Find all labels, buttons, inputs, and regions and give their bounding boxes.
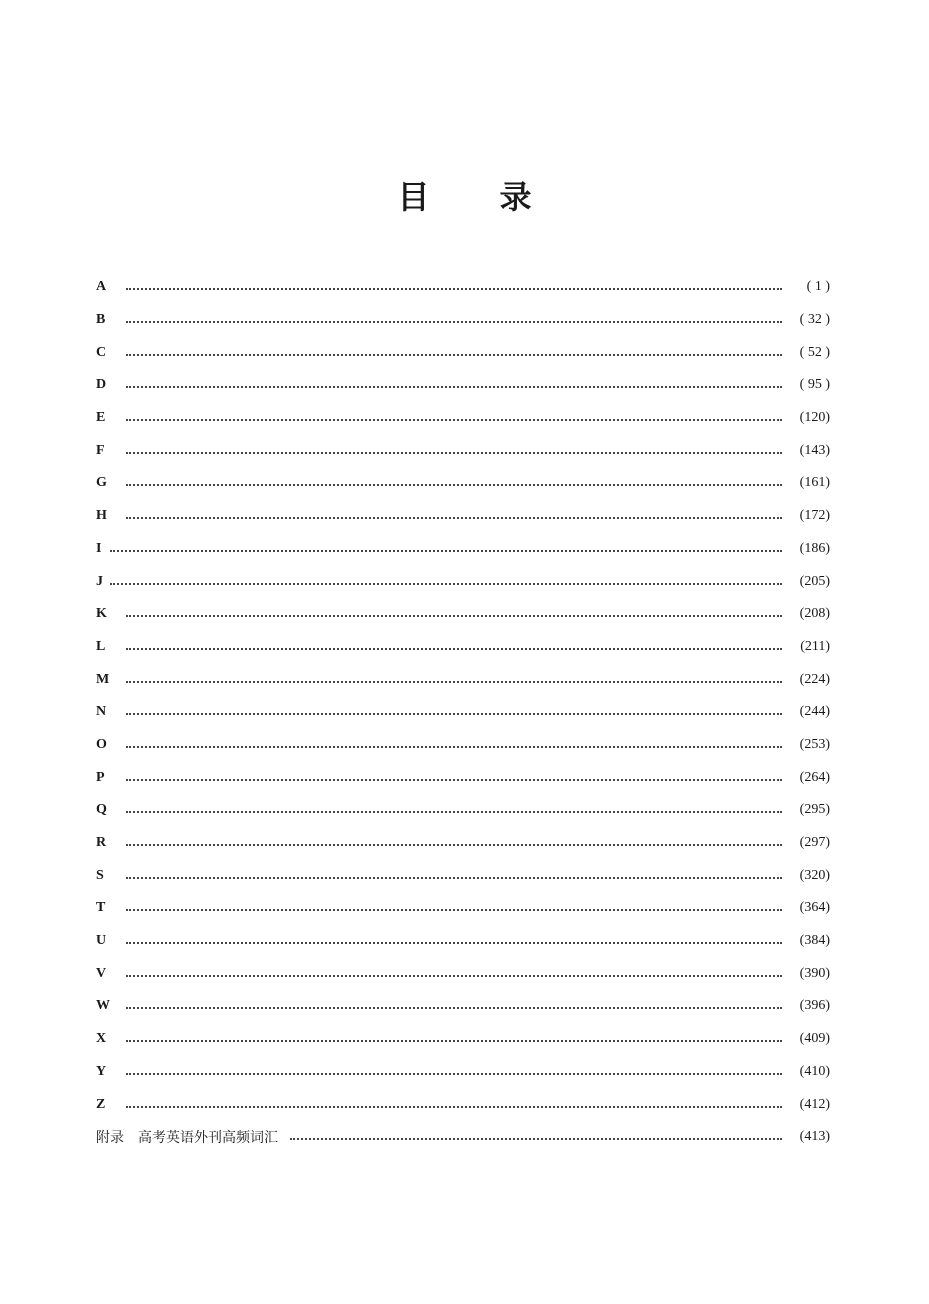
dot-leader [126, 713, 782, 715]
dot-leader [126, 517, 782, 519]
entry-page: (211) [800, 638, 830, 654]
entry-label: E [96, 410, 106, 426]
entry-label: R [96, 835, 107, 851]
dot-leader [126, 1073, 782, 1075]
entry-page: (161) [799, 475, 830, 491]
title-char-1: 目 [397, 178, 430, 216]
toc-entry-v[interactable] [96, 957, 830, 990]
toc-entry-l[interactable] [96, 631, 830, 664]
toc-entry-q[interactable] [96, 794, 830, 827]
entry-label: M [96, 671, 110, 687]
dot-leader [126, 942, 782, 944]
entry-page: (172) [799, 508, 830, 524]
entry-label: Y [96, 1063, 107, 1079]
toc-entry-j[interactable] [96, 565, 830, 598]
entry-label: G [96, 475, 107, 491]
entry-label: T [96, 900, 106, 916]
entry-page: (413) [799, 1129, 830, 1145]
toc-entry-f[interactable] [96, 434, 830, 467]
dot-leader [126, 484, 782, 486]
dot-leader [126, 681, 782, 683]
page-title [0, 170, 929, 220]
dot-leader [126, 877, 782, 879]
toc-entry-p[interactable] [96, 761, 830, 794]
dot-leader [126, 1106, 782, 1108]
entry-label: K [96, 606, 107, 622]
entry-page: (224) [799, 671, 830, 687]
entry-label: I [96, 540, 102, 556]
toc-entry-c[interactable] [96, 336, 830, 369]
toc-entry-y[interactable] [96, 1056, 830, 1089]
dot-leader [126, 1007, 782, 1009]
entry-page: (364) [799, 900, 830, 916]
entry-label: B [96, 312, 106, 328]
toc-entry-s[interactable] [96, 859, 830, 892]
dot-leader [110, 583, 782, 585]
entry-page: (384) [799, 933, 830, 949]
toc-entry-a[interactable] [96, 271, 830, 304]
dot-leader [126, 288, 782, 290]
entry-page: (396) [799, 998, 830, 1014]
dot-leader [126, 909, 782, 911]
dot-leader [126, 811, 782, 813]
dot-leader [290, 1138, 782, 1140]
entry-page: (208) [799, 606, 830, 622]
toc-entry-m[interactable] [96, 663, 830, 696]
appendix-label: 附录 高考英语外刊高频词汇 [96, 1130, 278, 1147]
entry-page: ( 95 ) [799, 377, 830, 393]
toc-entry-i[interactable] [96, 533, 830, 566]
entry-label: V [96, 965, 107, 981]
dot-leader [126, 779, 782, 781]
entry-page: (409) [799, 1031, 830, 1047]
entry-label: S [96, 867, 104, 883]
entry-label: A [96, 279, 107, 295]
toc-entry-z[interactable] [96, 1088, 830, 1121]
entry-label: N [96, 704, 107, 720]
toc-entry-d[interactable] [96, 369, 830, 402]
dot-leader [126, 419, 782, 421]
entry-page: (410) [799, 1063, 830, 1079]
dot-leader [126, 452, 782, 454]
toc-entry-g[interactable] [96, 467, 830, 500]
entry-label: W [96, 998, 110, 1014]
toc-entry-t[interactable] [96, 892, 830, 925]
dot-leader [126, 1040, 782, 1042]
entry-label: L [96, 638, 106, 654]
entry-label: J [96, 573, 103, 589]
entry-label: D [96, 377, 107, 393]
dot-leader [126, 648, 782, 650]
toc-entry-n[interactable] [96, 696, 830, 729]
dot-leader [126, 975, 782, 977]
entry-page: ( 1 ) [806, 279, 830, 295]
title-char-2: 录 [499, 178, 532, 216]
entry-page: (244) [799, 704, 830, 720]
entry-page: (253) [799, 736, 830, 752]
entry-label: H [96, 508, 107, 524]
entry-page: (390) [799, 965, 830, 981]
entry-page: (297) [799, 835, 830, 851]
entry-label: O [96, 736, 107, 752]
entry-label: F [96, 442, 105, 458]
toc-entry-u[interactable] [96, 925, 830, 958]
entry-label: Z [96, 1096, 106, 1112]
entry-page: ( 52 ) [799, 344, 830, 360]
toc-entry-w[interactable] [96, 990, 830, 1023]
entry-page: (120) [799, 410, 830, 426]
dot-leader [126, 354, 782, 356]
entry-page: (205) [799, 573, 830, 589]
entry-page: (320) [799, 867, 830, 883]
dot-leader [110, 550, 782, 552]
entry-label: X [96, 1031, 107, 1047]
toc-entry-h[interactable] [96, 500, 830, 533]
dot-leader [126, 615, 782, 617]
toc-entry-e[interactable] [96, 402, 830, 435]
dot-leader [126, 321, 782, 323]
entry-page: ( 32 ) [799, 312, 830, 328]
toc-entry-x[interactable] [96, 1023, 830, 1056]
entry-page: (186) [799, 540, 830, 556]
entry-page: (264) [799, 769, 830, 785]
toc-entry-b[interactable] [96, 304, 830, 337]
entry-page: (412) [799, 1096, 830, 1112]
entry-page: (143) [799, 442, 830, 458]
dot-leader [126, 844, 782, 846]
entry-label: C [96, 344, 107, 360]
dot-leader [126, 386, 782, 388]
toc-entry-r[interactable] [96, 827, 830, 860]
entry-label: U [96, 933, 107, 949]
toc-list [96, 271, 830, 1154]
dot-leader [126, 746, 782, 748]
toc-entry-k[interactable] [96, 598, 830, 631]
toc-entry-o[interactable] [96, 729, 830, 762]
entry-label: Q [96, 802, 107, 818]
entry-page: (295) [799, 802, 830, 818]
entry-label: P [96, 769, 105, 785]
toc-entry-appendix[interactable] [96, 1121, 830, 1154]
